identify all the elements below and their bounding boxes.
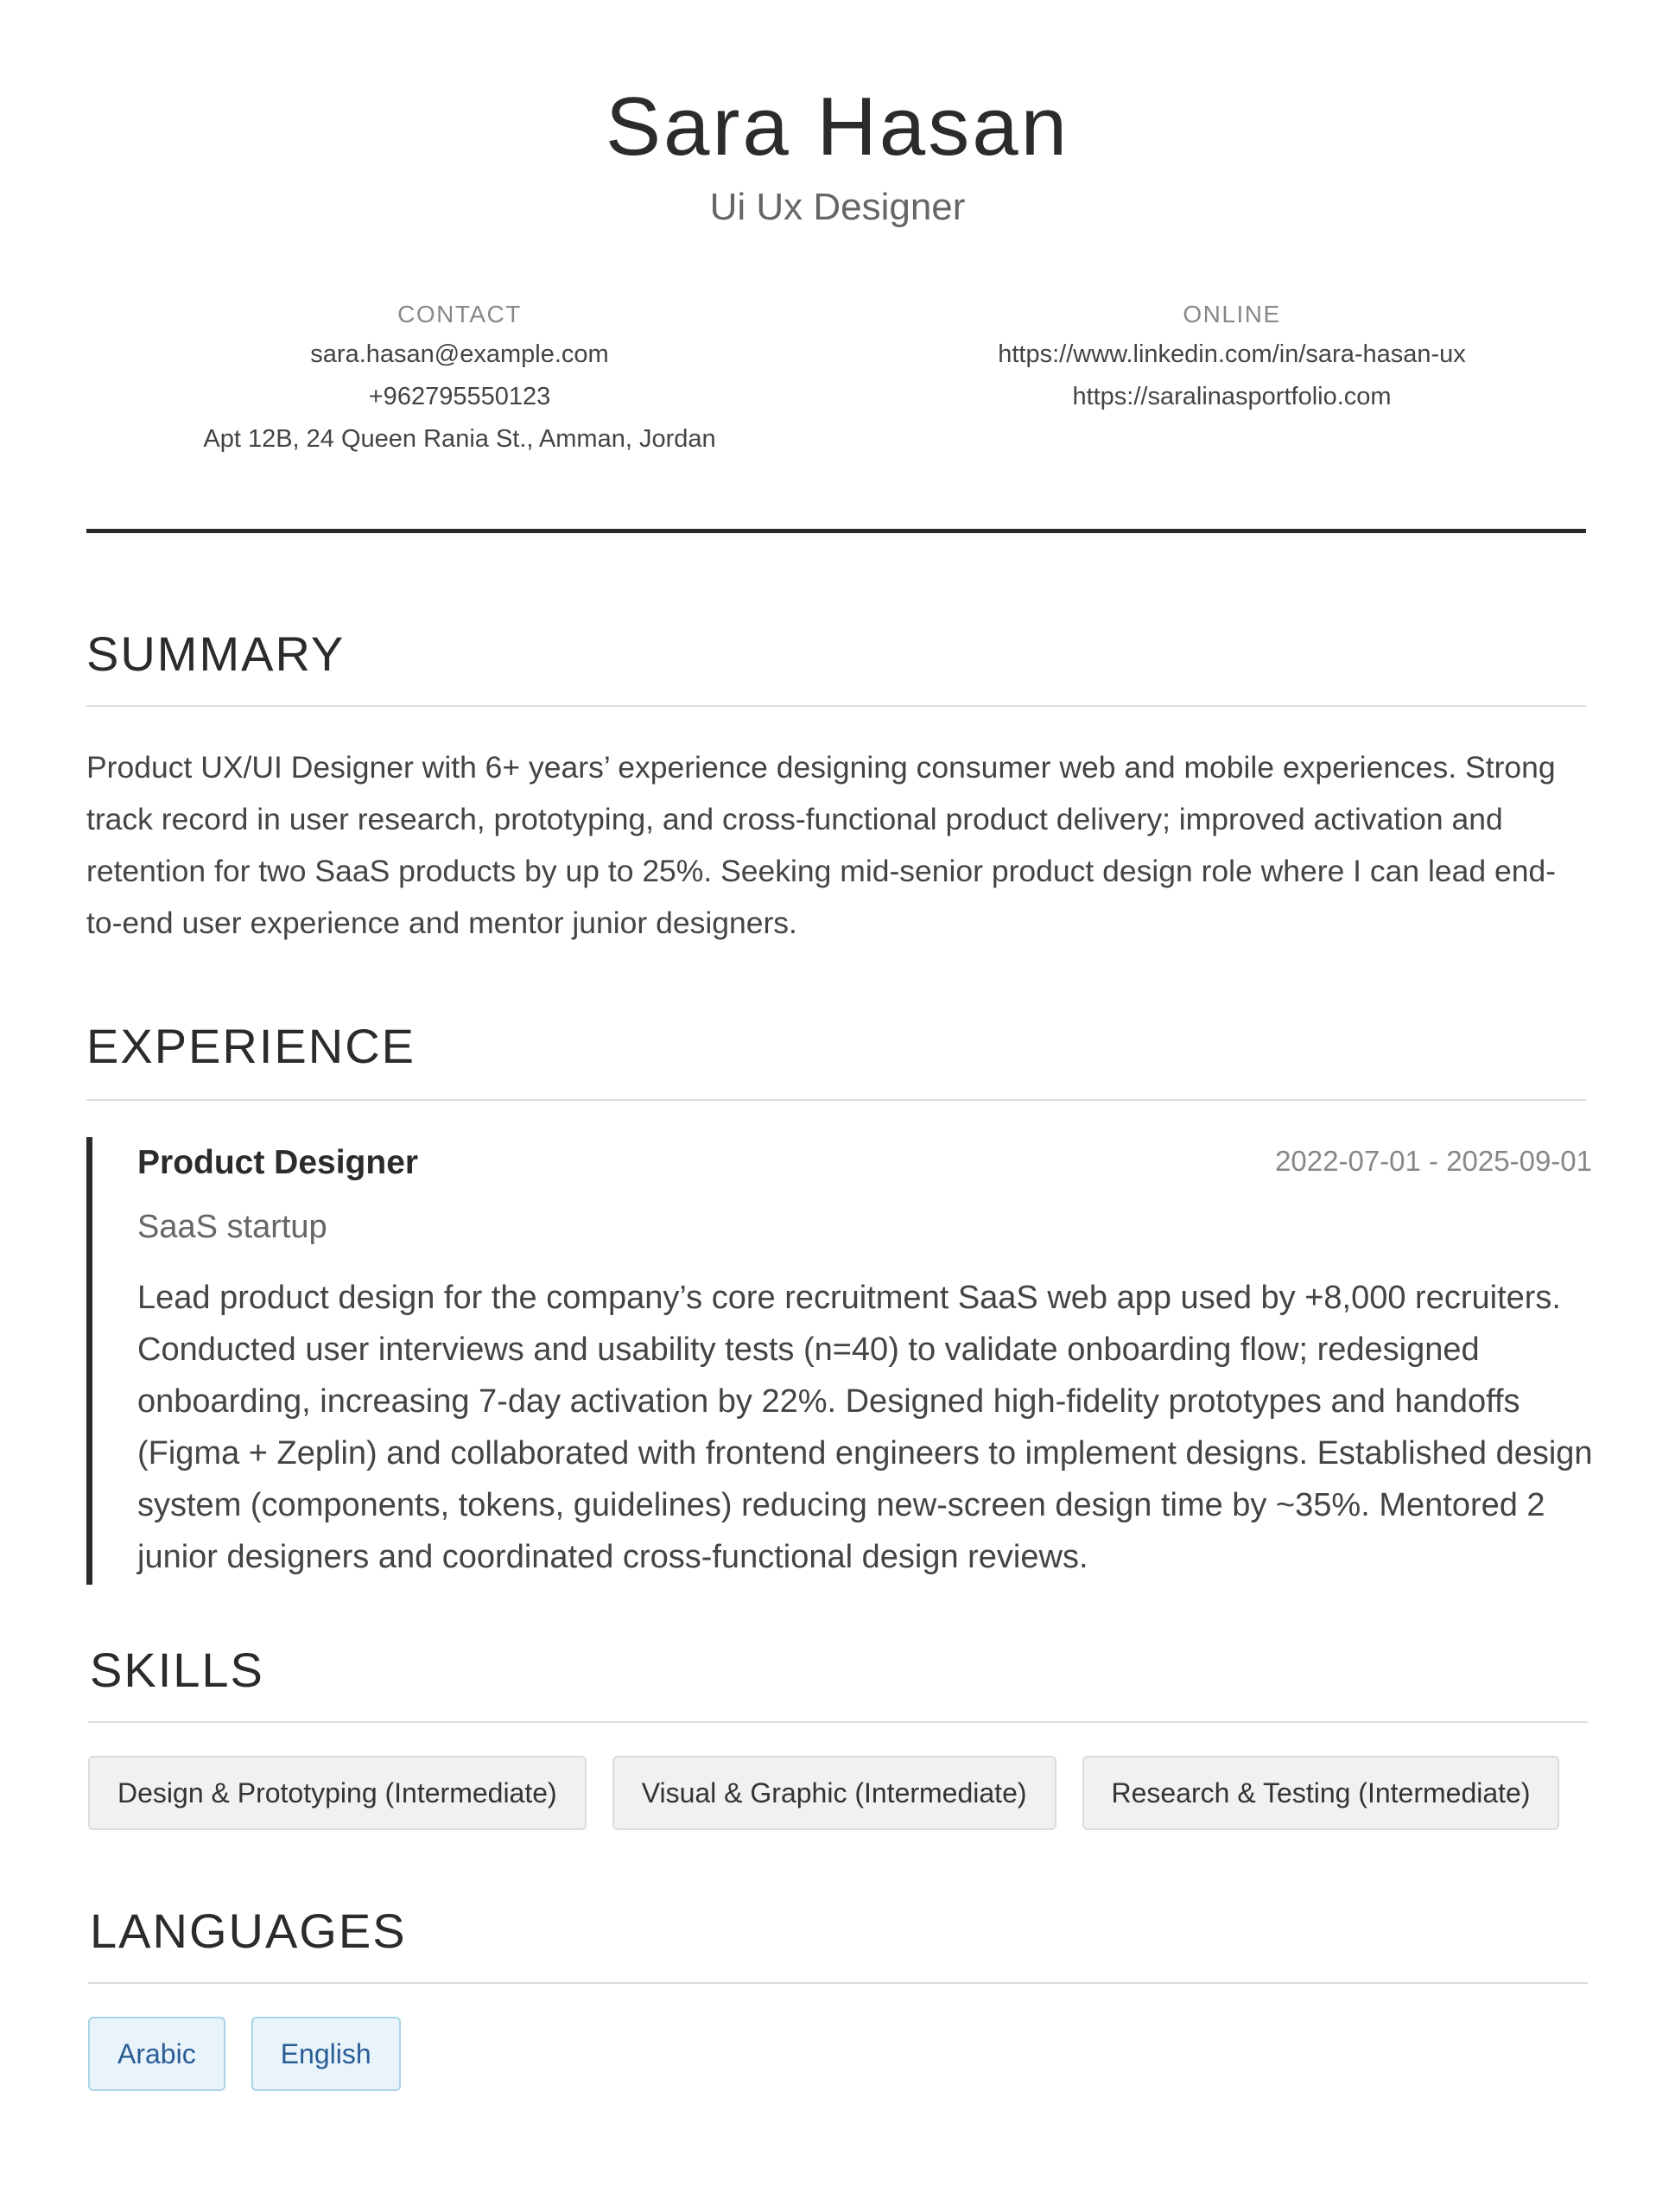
candidate-title: Ui Ux Designer (709, 186, 966, 228)
contact-address: Apt 12B, 24 Queen Rania St., Amman, Jordan (203, 425, 716, 453)
candidate-name: Sara Hasan (606, 80, 1069, 173)
languages-heading: LANGUAGES (90, 1904, 407, 1958)
skill-chip: Visual & Graphic (Intermediate) (612, 1756, 1056, 1830)
linkedin-link[interactable]: https://www.linkedin.com/in/sara-hasan-ux (998, 340, 1466, 368)
online-label: ONLINE (1183, 301, 1281, 327)
job-role: Product Designer (137, 1144, 419, 1181)
language-chip: Arabic (88, 2017, 225, 2091)
contact-email[interactable]: sara.hasan@example.com (310, 340, 609, 368)
summary-heading: SUMMARY (86, 626, 346, 681)
skills-list (88, 1756, 1559, 1830)
online-block (878, 296, 1586, 418)
job-company: SaaS startup (137, 1209, 327, 1245)
experience-heading: EXPERIENCE (86, 1019, 416, 1073)
summary-divider (86, 705, 1586, 707)
job-dates: 2022-07-01 - 2025-09-01 (1275, 1145, 1592, 1177)
contact-label: CONTACT (397, 301, 522, 327)
languages-divider (88, 1982, 1588, 1984)
contact-block (105, 296, 814, 461)
header-divider (86, 529, 1586, 533)
skill-chip: Research & Testing (Intermediate) (1082, 1756, 1560, 1830)
language-chip: English (251, 2017, 401, 2091)
job-description: Lead product design for the company’s core recruitment SaaS web app used by +8,000 recruiters. Conducted user interviews and usability tests (n=40) to validate onboarding flow; redesigned onboarding, increasing 7-day activation by 22%. Designed high-fidelity prototypes and handoffs (Figma + Zeplin) and collaborated with frontend engineers to implement designs. Established design system (components, tokens, guidelines) reducing new-screen design time by ~35%. Mentored 2 junior designers and coordinated cross-functional design reviews. (137, 1280, 1593, 1575)
experience-divider (86, 1099, 1586, 1101)
resume-header (0, 76, 1675, 232)
summary-text: Product UX/UI Designer with 6+ years’ experience designing consumer web and mobile experiences. Strong track record in user research, prototyping, and cross-functional product delivery; improved activation and retention for two SaaS products by up to 25%. Seeking mid-senior product design role where I can lead end-to-end user experience and mentor junior designers. (86, 750, 1557, 940)
experience-entry (86, 1137, 1592, 1585)
skills-heading: SKILLS (90, 1643, 264, 1697)
skill-chip: Design & Prototyping (Intermediate) (88, 1756, 587, 1830)
contact-phone[interactable]: +962795550123 (368, 383, 551, 410)
languages-list (88, 2017, 401, 2091)
skills-divider (88, 1721, 1588, 1723)
portfolio-link[interactable]: https://saralinasportfolio.com (1072, 383, 1392, 410)
